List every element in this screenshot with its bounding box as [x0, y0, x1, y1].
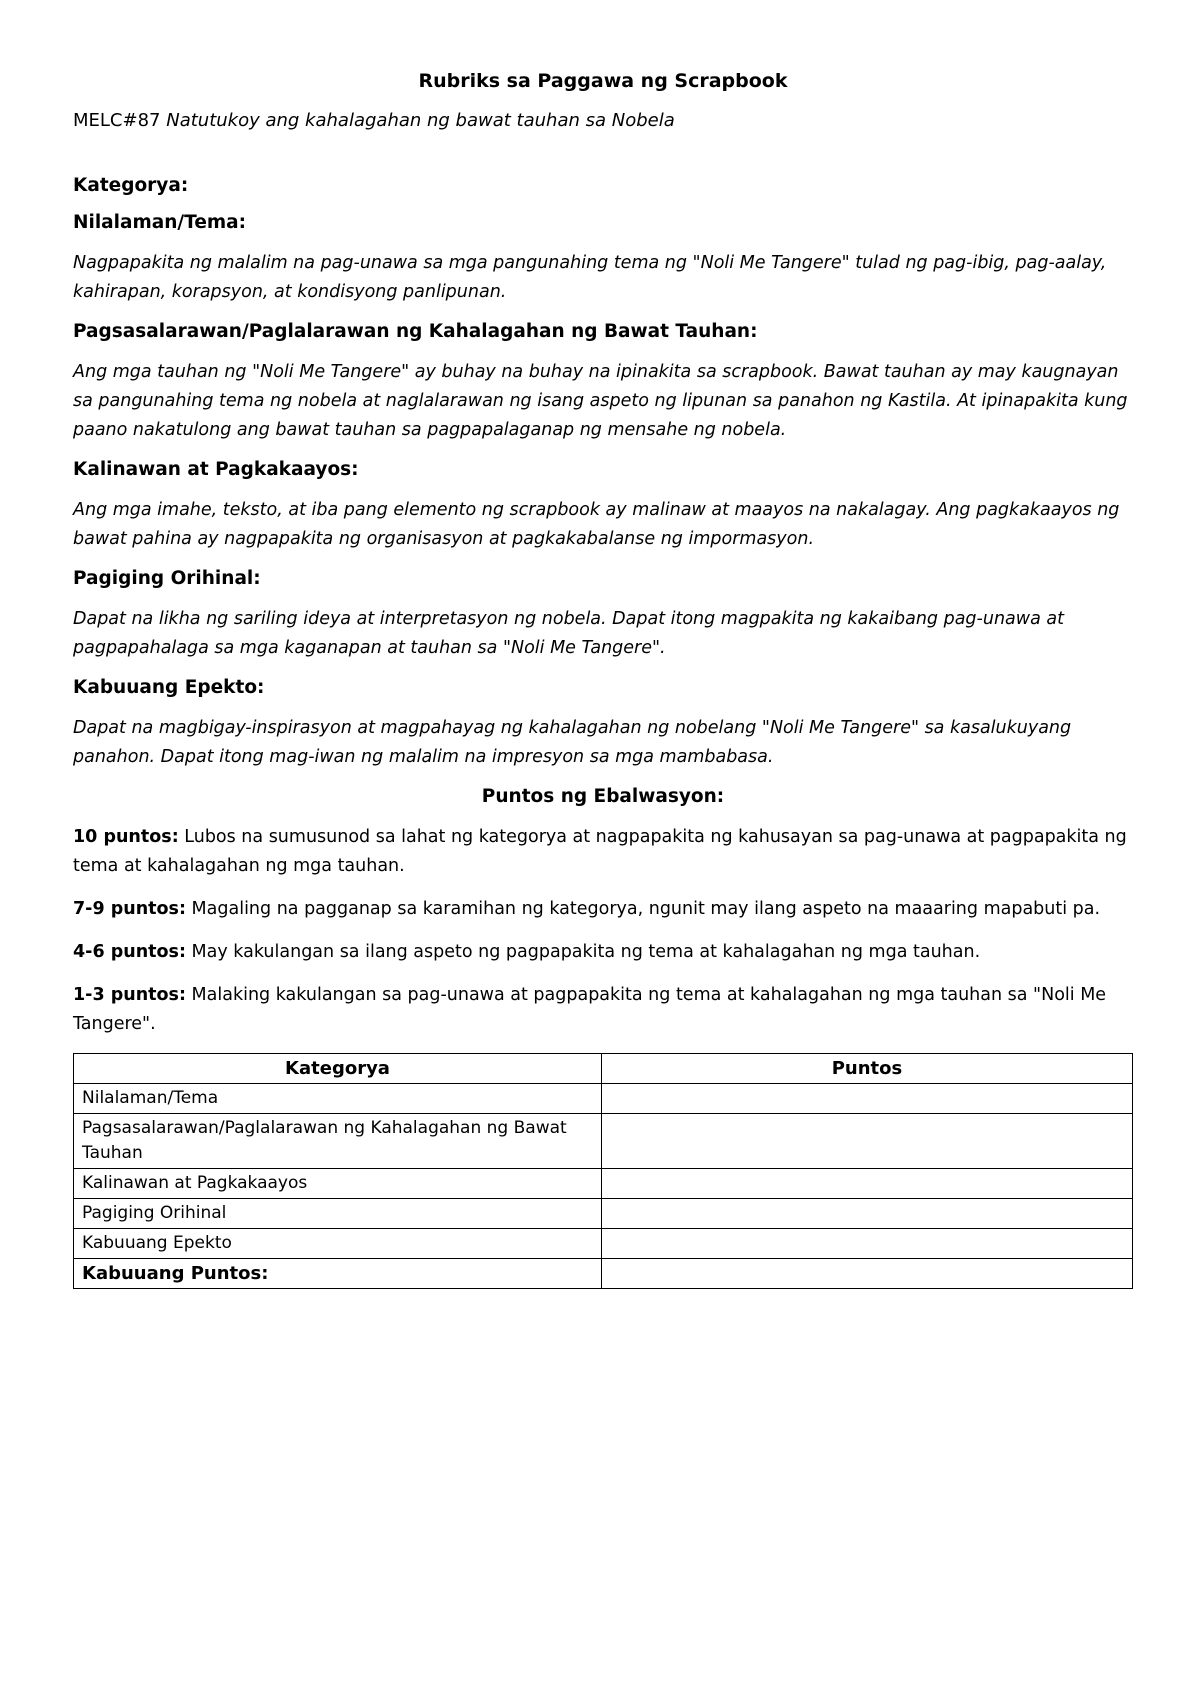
- row-category: Kalinawan at Pagkakaayos: [74, 1169, 602, 1199]
- section-text-nilalaman: Nagpapakita ng malalim na pag-unawa sa mga pangunahing tema ng "Noli Me Tangere" tulad ng pag-ibig, pag-aalay, kahirapan, korapsyon, at kondisyong panlipunan.: [73, 253, 1107, 302]
- table-header-row: [74, 1054, 1133, 1084]
- section-text-kabuuang-epekto: Dapat na magbigay-inspirasyon at magpahayag ng kahalagahan ng nobelang "Noli Me Tangere" sa kasalukuyang panahon. Dapat itong mag-iwan ng malalim na impresyon sa mga mambabasa.: [73, 718, 1072, 767]
- score-points: 10 puntos:: [73, 827, 179, 847]
- total-score-cell[interactable]: [602, 1259, 1133, 1289]
- row-category: Pagsasalarawan/Paglalarawan ng Kahalagahan ng Bawat Tauhan: [74, 1114, 602, 1169]
- score-description: Malaking kakulangan sa pag-unawa at pagpapakita ng tema at kahalagahan ng mga tauhan sa "Noli Me Tangere".: [73, 985, 1107, 1034]
- kategorya-heading: Kategorya:: [73, 175, 189, 196]
- score-description: Magaling na pagganap sa karamihan ng kategorya, ngunit may ilang aspeto na maaaring mapabuti pa.: [191, 899, 1101, 919]
- section-heading-orihinal: Pagiging Orihinal:: [73, 568, 261, 589]
- section-text-orihinal: Dapat na likha ng sariling ideya at interpretasyon ng nobela. Dapat itong magpakita ng kakaibang pag-unawa at pagpapahalaga sa mga kaganapan at tauhan sa "Noli Me Tangere".: [73, 609, 1064, 658]
- score-points: 4-6 puntos:: [73, 942, 186, 962]
- row-score-cell[interactable]: [602, 1114, 1133, 1169]
- table-row: [74, 1114, 1133, 1169]
- section-text-kalinawan: Ang mga imahe, teksto, at iba pang elemento ng scrapbook ay malinaw at maayos na nakalagay. Ang pagkakaayos ng bawat pahina ay nagpapakita ng organisasyon at pagkakabalanse ng impormasyon.: [73, 500, 1120, 549]
- melc-description: Natutukoy ang kahalagahan ng bawat tauhan sa Nobela: [166, 110, 675, 131]
- table-total-row: [74, 1259, 1133, 1289]
- score-level-1-3: [73, 981, 1133, 1039]
- row-category: Nilalaman/Tema: [74, 1084, 602, 1114]
- score-points: 7-9 puntos:: [73, 899, 186, 919]
- score-description: May kakulangan sa ilang aspeto ng pagpapakita ng tema at kahalagahan ng mga tauhan.: [191, 942, 981, 962]
- table-row: [74, 1084, 1133, 1114]
- table-row: [74, 1169, 1133, 1199]
- document-title: Rubriks sa Paggawa ng Scrapbook: [418, 70, 788, 92]
- table-row: [74, 1199, 1133, 1229]
- table-row: [74, 1229, 1133, 1259]
- total-label: Kabuuang Puntos:: [74, 1259, 602, 1289]
- column-header-kategorya: Kategorya: [74, 1054, 602, 1084]
- row-category: Kabuuang Epekto: [74, 1229, 602, 1259]
- document-page: [73, 70, 1133, 1289]
- melc-code: MELC#87: [73, 110, 161, 131]
- row-score-cell[interactable]: [602, 1199, 1133, 1229]
- row-score-cell[interactable]: [602, 1169, 1133, 1199]
- row-score-cell[interactable]: [602, 1229, 1133, 1259]
- melc-line: [73, 110, 1133, 131]
- score-description: Lubos na sumusunod sa lahat ng kategorya at nagpapakita ng kahusayan sa pag-unawa at pagpapakita ng tema at kahalagahan ng mga tauhan.: [73, 827, 1127, 876]
- row-category: Pagiging Orihinal: [74, 1199, 602, 1229]
- evaluation-heading: Puntos ng Ebalwasyon:: [481, 786, 725, 807]
- section-heading-pagsasalarawan: Pagsasalarawan/Paglalarawan ng Kahalagahan ng Bawat Tauhan:: [73, 321, 758, 342]
- rubric-table: [73, 1053, 1133, 1289]
- section-heading-kabuuang-epekto: Kabuuang Epekto:: [73, 677, 265, 698]
- score-level-7-9: [73, 895, 1133, 924]
- score-level-10: [73, 823, 1133, 881]
- score-points: 1-3 puntos:: [73, 985, 186, 1005]
- section-heading-kalinawan: Kalinawan at Pagkakaayos:: [73, 459, 359, 480]
- section-text-pagsasalarawan: Ang mga tauhan ng "Noli Me Tangere" ay buhay na buhay na ipinakita sa scrapbook. Bawat tauhan ay may kaugnayan sa pangunahing tema ng nobela at naglalarawan ng isang aspeto ng lipunan sa panahon ng Kastila. At ipinapakita kung paano nakatulong ang bawat tauhan sa pagpapalaganap ng mensahe ng nobela.: [73, 362, 1128, 440]
- row-score-cell[interactable]: [602, 1084, 1133, 1114]
- section-heading-nilalaman: Nilalaman/Tema:: [73, 212, 247, 233]
- score-level-4-6: [73, 938, 1133, 967]
- column-header-puntos: Puntos: [602, 1054, 1133, 1084]
